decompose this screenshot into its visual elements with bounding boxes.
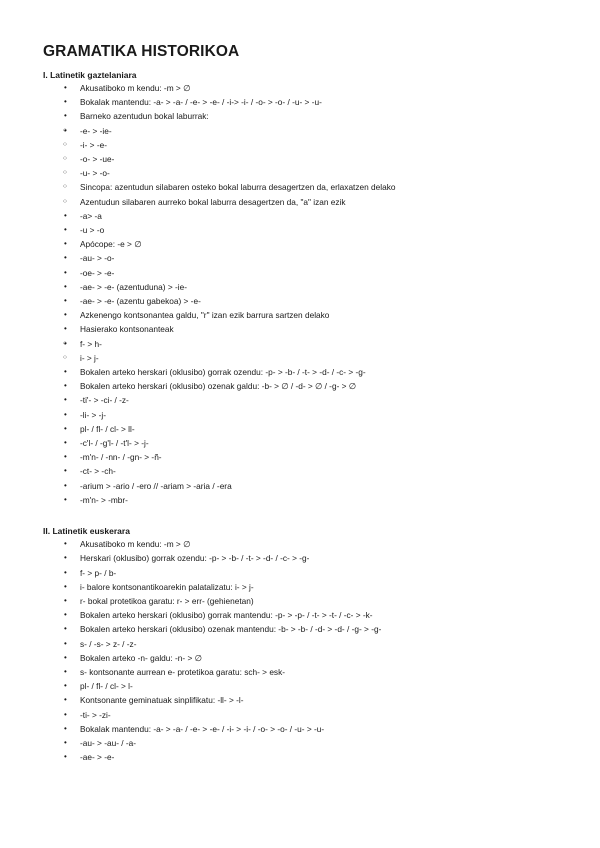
- list-item: • -au- > -o-: [43, 251, 580, 265]
- list-item: • pl- / fl- / cl- > l-: [43, 679, 580, 693]
- list-item: • Apócope: -e > ∅: [43, 237, 580, 251]
- list-item: • Herskari (oklusibo) gorrak ozendu: -p- > -b- / -t- > -d- / -c- > -g-: [43, 551, 580, 565]
- sub-list-item: ○ • f- > h-: [6, 337, 580, 351]
- list-item: • s- kontsonante aurrean e- protetikoa garatu: sch- > esk-: [43, 665, 580, 679]
- list-item: • Hasierako kontsonanteak: [43, 322, 580, 336]
- list-item: • -u > -o: [43, 223, 580, 237]
- list-item: • -au- > -au- / -a-: [43, 736, 580, 750]
- list-item: [43, 109, 580, 123]
- list-item: • Bokalak mantendu: -a- > -a- / -e- > -e- / -i-> -i- / -o- > -o- / -u- > -u-: [43, 95, 580, 109]
- list-item: • -oe- > -e-: [43, 266, 580, 280]
- sub-list-item: ○ Sincopa: azentudun silabaren osteko bokal laburra desagertzen da, erlaxatzen delako: [6, 180, 580, 194]
- list-item: • -ti'- > -ci- / -z-: [43, 393, 580, 407]
- section-latin-spanish: [43, 69, 580, 507]
- bullet-list: [43, 537, 580, 764]
- sub-list: [43, 337, 580, 365]
- list-item: • -ti- > -zi-: [43, 708, 580, 722]
- list-item: • Bokalak mantendu: -a- > -a- / -e- > -e- / -i- > -i- / -o- > -o- / -u- > -u-: [43, 722, 580, 736]
- list-item: • -m'n- / -nn- / -gn- > -ñ-: [43, 450, 580, 464]
- list-item: • Bokalen arteko herskari (oklusibo) gorrak mantendu: -p- > -p- / -t- > -t- / -c- > -k-: [43, 608, 580, 622]
- list-item: • -ae- > -e- (azentuduna) > -ie-: [43, 280, 580, 294]
- list-item: • Kontsonante geminatuak sinplifikatu: -ll- > -l-: [43, 693, 580, 707]
- list-item: • r- bokal protetikoa garatu: r- > err- (gehienetan): [43, 594, 580, 608]
- list-item: [43, 124, 580, 209]
- sub-list-item: ○ -u- > -o-: [6, 166, 580, 180]
- bullet-list: [43, 81, 580, 507]
- list-item: • -a> -a: [43, 209, 580, 223]
- list-item: • -li- > -j-: [43, 408, 580, 422]
- list-item: • -ae- > -e-: [43, 750, 580, 764]
- list-item: • s- / -s- > z- / -z-: [43, 637, 580, 651]
- list-item: • Bokalen arteko herskari (oklusibo) ozenak galdu: -b- > ∅ / -d- > ∅ / -g- > ∅: [43, 379, 580, 393]
- sub-list-item: ○ -o- > -ue-: [6, 152, 580, 166]
- section-latin-basque: [43, 525, 580, 764]
- section-heading: I. Latinetik gaztelaniara: [43, 70, 137, 80]
- document-page: [43, 42, 580, 764]
- list-item: • Bokalen arteko herskari (oklusibo) ozenak mantendu: -b- > -b- / -d- > -d- / -g- > -g-: [43, 622, 580, 636]
- list-item: • Bokalen arteko herskari (oklusibo) gorrak ozendu: -p- > -b- / -t- > -d- / -c- > -g-: [43, 365, 580, 379]
- sub-list: [43, 124, 580, 209]
- list-item: • Bokalen arteko -n- galdu: -n- > ∅: [43, 651, 580, 665]
- list-item: • Azkenengo kontsonantea galdu, "r" izan ezik barrura sartzen delako: [43, 308, 580, 322]
- sub-list-item: ○ Azentudun silabaren aurreko bokal laburra desagertzen da, "a" izan ezik: [6, 195, 580, 209]
- list-item: • -ct- > -ch-: [43, 464, 580, 478]
- section-heading: II. Latinetik euskerara: [43, 526, 130, 537]
- list-item: • f- > p- / b-: [43, 566, 580, 580]
- list-item: [43, 337, 580, 365]
- sub-list-item: ○ -i- > -e-: [6, 138, 580, 152]
- sub-list-item: ○ i- > j-: [6, 351, 580, 365]
- sub-list-item: ○ • -e- > -ie-: [6, 124, 580, 138]
- list-item: • -m'n- > -mbr-: [43, 493, 580, 507]
- page-title: GRAMATIKA HISTORIKOA: [43, 43, 240, 60]
- list-item: • -c'l- / -g'l- / -t'l- > -j-: [43, 436, 580, 450]
- list-item: • -ae- > -e- (azentu gabekoa) > -e-: [43, 294, 580, 308]
- list-item-label: Barneko azentudun bokal laburrak:: [80, 111, 209, 122]
- list-item: • -arium > -ario / -ero // -ariam > -aria / -era: [43, 479, 580, 493]
- list-item: • i- balore kontsonantikoarekin palatalizatu: i- > j-: [43, 580, 580, 594]
- list-item: • Akusatiboko m kendu: -m > ∅: [43, 537, 580, 551]
- list-item: • pl- / fl- / cl- > ll-: [43, 422, 580, 436]
- list-item: • Akusatiboko m kendu: -m > ∅: [43, 81, 580, 95]
